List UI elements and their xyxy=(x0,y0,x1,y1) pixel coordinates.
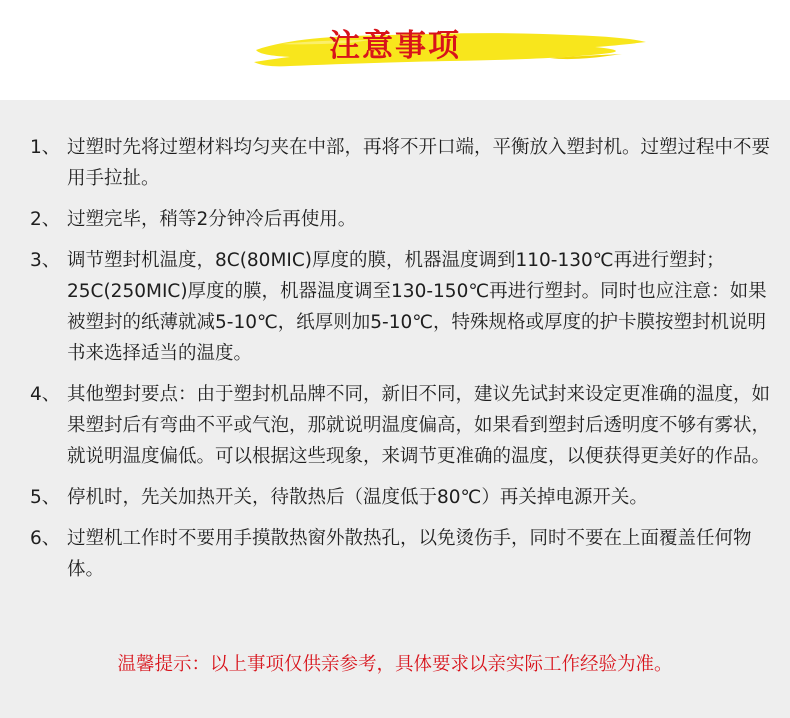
item-number: 6、 xyxy=(30,528,61,549)
item-text: 过塑完毕，稍等2分钟冷后再使用。 xyxy=(67,209,357,230)
page-title: 注意事项 xyxy=(329,28,461,64)
item-number: 3、 xyxy=(30,250,61,271)
header xyxy=(0,0,790,100)
list-item xyxy=(30,482,770,513)
list-item xyxy=(30,523,770,585)
list-item xyxy=(30,245,770,369)
list-item xyxy=(30,204,770,235)
notes-list xyxy=(30,132,770,595)
item-text: 过塑时先将过塑材料均匀夹在中部，再将不开口端，平衡放入塑封机。过塑过程中不要用手拉扯。 xyxy=(67,137,771,189)
item-text: 调节塑封机温度，8C(80MIC)厚度的膜，机器温度调到110-130℃再进行塑封；25C(250MIC)厚度的膜，机器温度调至130-150℃再进行塑封。同时也应注意：如果被塑封的纸薄就减5-10℃，纸厚则加5-10℃，特殊规格或厚度的护卡膜按塑封机说明书来选择适当的温度。 xyxy=(67,250,767,364)
warm-tip: 温馨提示：以上事项仅供亲参考，具体要求以亲实际工作经验为准。 xyxy=(117,654,673,675)
item-number: 5、 xyxy=(30,487,61,508)
item-text: 过塑机工作时不要用手摸散热窗外散热孔，以免烫伤手，同时不要在上面覆盖任何物体。 xyxy=(67,528,752,580)
notes-panel xyxy=(0,100,790,718)
list-item xyxy=(30,379,770,472)
item-text: 其他塑封要点：由于塑封机品牌不同，新旧不同，建议先试封来设定更准确的温度，如果塑封后有弯曲不平或气泡，那就说明温度偏高，如果看到塑封后透明度不够有雾状，就说明温度偏低。可以根据这些现象，来调节更准确的温度，以便获得更美好的作品。 xyxy=(67,384,771,467)
item-text: 停机时，先关加热开关，待散热后（温度低于80℃）再关掉电源开关。 xyxy=(67,487,648,508)
item-number: 4、 xyxy=(30,384,61,405)
item-number: 2、 xyxy=(30,209,61,230)
item-number: 1、 xyxy=(30,137,61,158)
list-item xyxy=(30,132,770,194)
